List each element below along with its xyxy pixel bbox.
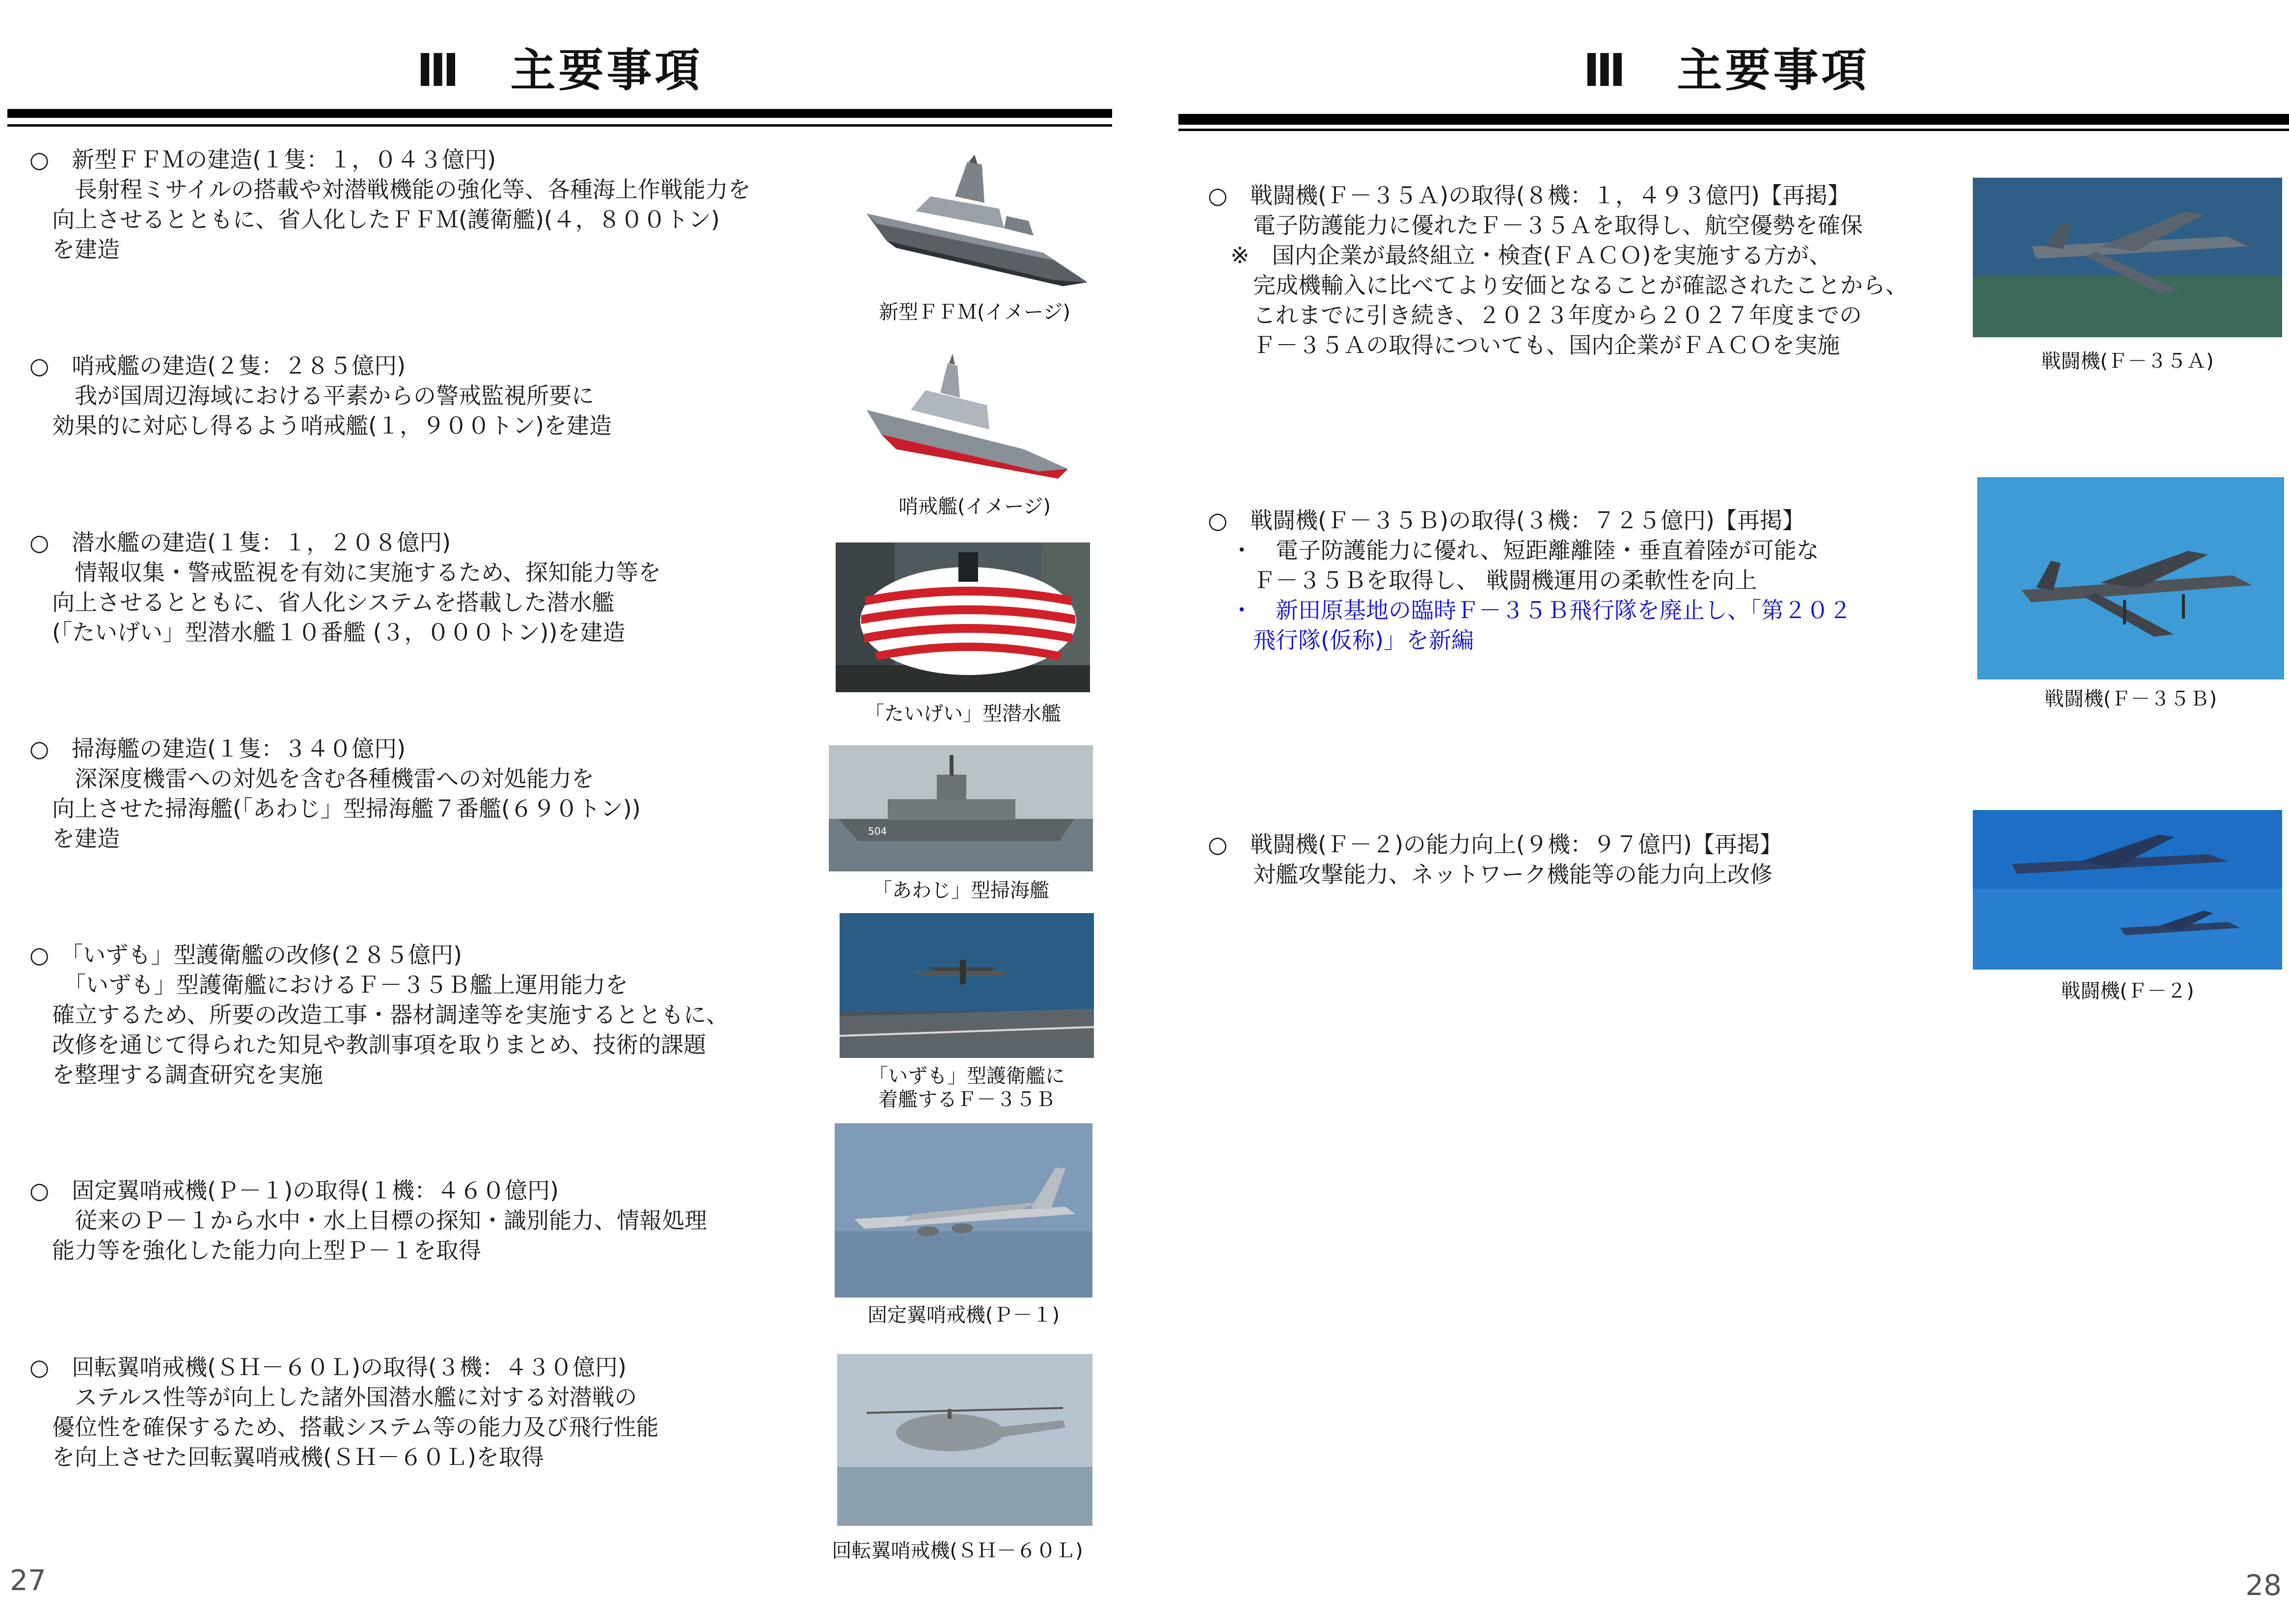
caption-line: 戦闘機(Ｆ－２) [2061, 980, 2194, 1002]
caption-line: 戦闘機(Ｆ－３５Ｂ) [2044, 688, 2217, 710]
minesweeper-caption [829, 879, 1093, 902]
item-text: 効果的に対応し得るよう哨戒艦(１，９００トン)を建造 [29, 412, 612, 439]
item-f35b [1208, 506, 1852, 655]
item-text: 完成機輸入に比べてより安価となることが確認されたことから、 [1208, 272, 1908, 298]
p1-aircraft-image [835, 1123, 1092, 1298]
patrol-vessel-image [862, 351, 1068, 479]
item-text: Ｆ－３５Ｂを取得し、 戦闘機運用の柔軟性を向上 [1208, 567, 1757, 594]
item-text: 情報収集・警戒監視を有効に実施するため、探知能力等を [29, 559, 661, 586]
submarine-caption [836, 702, 1090, 726]
item-text: 我が国周辺海域における平素からの警戒監視所要に [29, 382, 594, 409]
item-text: 従来のＰ－１から水中・水上目標の探知・識別能力、情報処理 [29, 1207, 707, 1234]
item-text: ・ 電子防護能力に優れ、短距離離陸・垂直着陸が可能な [1208, 537, 1819, 564]
item-f35a [1208, 181, 1908, 360]
title-rule-thick [7, 109, 1112, 118]
f35b-aircraft-image [1977, 477, 2284, 679]
patrol-vessel-caption [857, 495, 1092, 518]
item-heading: ○ 新型ＦＦＭの建造(１隻：１，０４３億円) [29, 146, 496, 173]
item-heading: ○ 掃海艦の建造(１隻：３４０億円) [29, 735, 406, 762]
caption-line: 新型ＦＦＭ(イメージ) [878, 301, 1070, 324]
ffm-ship-image [857, 155, 1092, 292]
item-text: 向上させた掃海艦(「あわじ」型掃海艦７番艦(６９０トン)) [29, 795, 641, 822]
izumo-f35b-image [840, 913, 1094, 1058]
item-heading: ○ 「いずも」型護衛艦の改修(２８５億円) [29, 942, 463, 968]
sh60l-caption [815, 1539, 1100, 1563]
item-submarine [29, 528, 661, 648]
title-rule-thick [1178, 114, 2289, 125]
page-title: Ⅲ 主要事項 [416, 44, 703, 97]
item-heading: ○ 固定翼哨戒機(Ｐ－１)の取得(１機：４６０億円) [29, 1177, 559, 1204]
item-heading: ○ 戦闘機(Ｆ－３５Ｂ)の取得(３機：７２５億円)【再掲】 [1208, 507, 1805, 534]
item-text: (「たいげい」型潜水艦１０番艦 (３，０００トン))を建造 [29, 619, 626, 646]
item-text: 長射程ミサイルの搭載や対潜戦機能の強化等、各種海上作戦能力を [29, 176, 751, 203]
caption-line: 回転翼哨戒機(ＳＨ－６０Ｌ) [832, 1540, 1083, 1562]
p1-caption [835, 1303, 1092, 1327]
page-number: 28 [2245, 1569, 2282, 1602]
caption-line: 戦闘機(Ｆ－３５Ａ) [2041, 350, 2214, 373]
item-text: 能力等を強化した能力向上型Ｐ－１を取得 [29, 1237, 481, 1264]
caption-line: 着艦するＦ－３５Ｂ [878, 1088, 1055, 1111]
caption-line: 哨戒艦(イメージ) [898, 495, 1051, 518]
caption-line: 「いずも」型護衛艦に [869, 1065, 1065, 1087]
item-text: を建造 [29, 236, 120, 263]
f2-aircraft-image [1973, 810, 2282, 970]
item-ffm [29, 145, 751, 265]
item-text: これまでに引き続き、２０２３年度から２０２７年度までの [1208, 302, 1862, 328]
item-text-highlight: 飛行隊(仮称)」を新編 [1208, 627, 1474, 653]
minesweeper-image [829, 745, 1093, 871]
item-text: ステルス性等が向上した諸外国潜水艦に対する対潜戦の [29, 1384, 637, 1410]
item-patrol-vessel [29, 351, 612, 441]
title-rule-thin [1178, 129, 2289, 131]
item-text: ※ 国内企業が最終組立・検査(ＦＡＣＯ)を実施する方が、 [1208, 242, 1832, 269]
item-sh60l [29, 1353, 659, 1472]
izumo-caption [835, 1064, 1099, 1111]
page-28 [1164, 0, 2289, 1624]
item-heading: ○ 戦闘機(Ｆ－３５Ａ)の取得(８機：１，４９３億円)【再掲】 [1208, 182, 1850, 209]
item-text: 電子防護能力に優れたＦ－３５Ａを取得し、航空優勢を確保 [1208, 212, 1863, 239]
item-text: 向上させるとともに、省人化システムを搭載した潜水艦 [29, 589, 615, 616]
caption-line: 固定翼哨戒機(Ｐ－１) [867, 1304, 1060, 1326]
item-text: 対艦攻撃能力、ネットワーク機能等の能力向上改修 [1208, 861, 1772, 888]
f35a-caption [1973, 350, 2282, 373]
item-text: 向上させるとともに、省人化したＦＦＭ(護衛艦)(４，８００トン) [29, 206, 720, 233]
submarine-image [836, 542, 1090, 692]
sh60l-helicopter-image [837, 1354, 1092, 1526]
page-title: Ⅲ 主要事項 [1583, 44, 1870, 97]
item-text: Ｆ－３５Ａの取得についても、国内企業がＦＡＣＯを実施 [1208, 332, 1840, 358]
f35b-caption [1977, 687, 2284, 711]
item-heading: ○ 潜水艦の建造(１隻：１，２０８億円) [29, 529, 451, 556]
caption-line: 「あわじ」型掃海艦 [872, 879, 1049, 902]
item-text-highlight: ・ 新田原基地の臨時Ｆ－３５Ｂ飛行隊を廃止し、「第２０２ [1208, 597, 1852, 623]
item-f2 [1208, 830, 1782, 890]
item-minesweeper [29, 734, 641, 854]
item-text: 改修を通じて得られた知見や教訓事項を取りまとめ、技術的課題 [29, 1031, 707, 1058]
page-27 [0, 0, 1119, 1624]
title-rule-thin [7, 124, 1112, 127]
item-text: 深深度機雷への対処を含む各種機雷への対処能力を [29, 765, 594, 792]
f2-caption [1973, 979, 2282, 1003]
item-text: を建造 [29, 825, 120, 852]
item-heading: ○ 戦闘機(Ｆ－２)の能力向上(９機：９７億円)【再掲】 [1208, 831, 1782, 858]
item-heading: ○ 回転翼哨戒機(ＳＨ－６０Ｌ)の取得(３機：４３０億円) [29, 1354, 627, 1380]
item-heading: ○ 哨戒艦の建造(２隻：２８５億円) [29, 352, 406, 379]
item-text: 確立するため、所要の改造工事・器材調達等を実施するとともに、 [29, 1001, 729, 1028]
item-izumo [29, 940, 729, 1090]
item-text: 優位性を確保するため、搭載システム等の能力及び飛行性能 [29, 1414, 659, 1440]
caption-line: 「たいげい」型潜水艦 [865, 703, 1061, 725]
page-number: 27 [10, 1564, 46, 1597]
item-text: を整理する調査研究を実施 [29, 1061, 323, 1088]
ffm-caption [857, 300, 1092, 324]
f35a-aircraft-image [1973, 178, 2282, 337]
item-text: を向上させた回転翼哨戒機(ＳＨ－６０Ｌ)を取得 [29, 1444, 544, 1470]
item-p1 [29, 1176, 707, 1266]
svg-text:504: 504 [868, 825, 887, 837]
item-text: 「いずも」型護衛艦におけるＦ－３５Ｂ艦上運用能力を [29, 972, 628, 998]
